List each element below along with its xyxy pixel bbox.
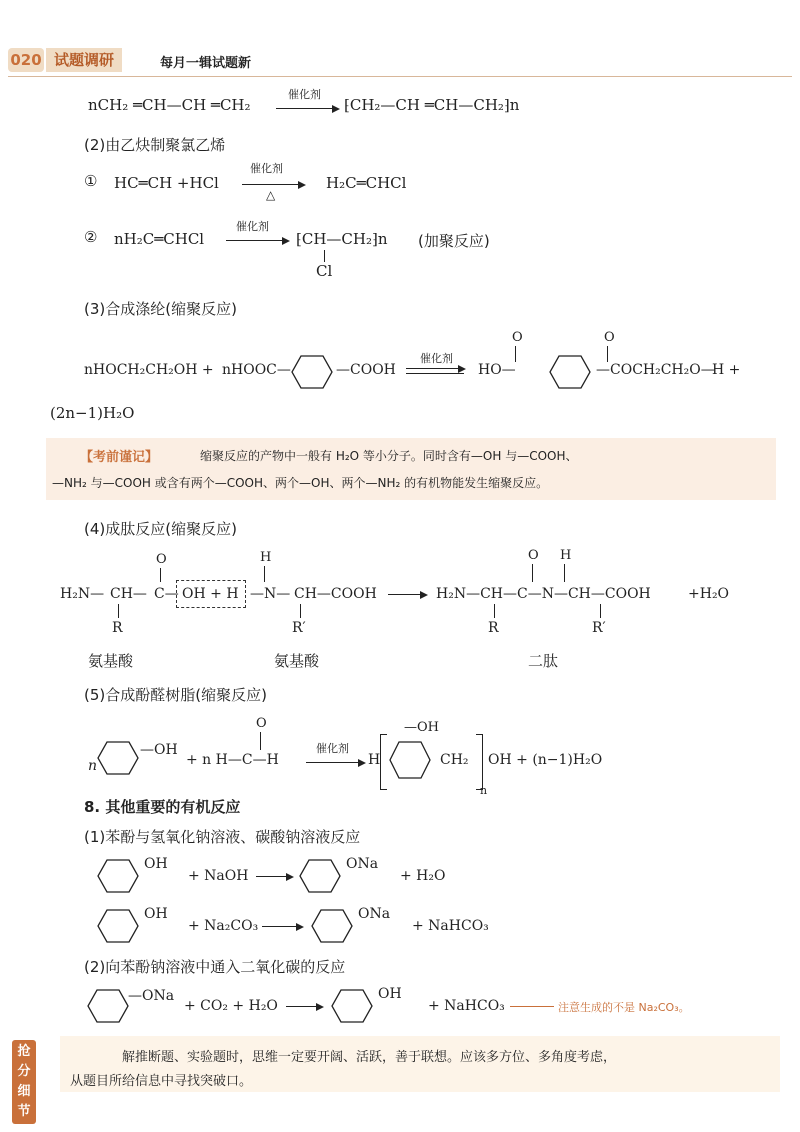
- r1-catalyst: 催化剂: [250, 162, 283, 175]
- r3-left1: nHOCH₂CH₂OH +: [84, 362, 214, 378]
- phenol-ring-r7: [96, 906, 140, 946]
- r8-oh: OH: [378, 986, 402, 1002]
- heading-8-2: (2)向苯酚钠溶液中通入二氧化碳的反应: [84, 958, 346, 976]
- r2-right: ⁅CH—CH₂⁆n: [296, 230, 388, 248]
- r4-rp-bond: [300, 604, 301, 618]
- heading-5: (5)合成酚醛树脂(缩聚反应): [84, 686, 267, 704]
- phenoxide-ring-r7: [310, 906, 354, 946]
- r4-r: R: [112, 620, 123, 636]
- benzene-ring-2: [548, 352, 592, 392]
- r6-ona: ONa: [346, 856, 379, 872]
- r7-ona: ONa: [358, 906, 391, 922]
- r8-note: 注意生成的不是 Na₂CO₃。: [558, 1001, 690, 1014]
- phenol-ring-r5: [96, 738, 140, 778]
- r6-arrow: [256, 876, 292, 877]
- r0-arrow: [276, 108, 338, 109]
- header-divider: [8, 76, 792, 77]
- note-label: 【考前谨记】: [80, 450, 159, 465]
- r8-note-pointer: [510, 1006, 554, 1007]
- r4-carbonyl-o: O: [156, 552, 167, 567]
- phenol-ring-resin: [388, 738, 432, 782]
- label-dipeptide: 二肽: [528, 652, 559, 670]
- r3-arrow-back: [406, 373, 464, 374]
- r2-note: (加聚反应): [418, 232, 490, 250]
- r8-ona: —ONa: [128, 988, 175, 1004]
- r7-tail: + NaHCO₃: [412, 918, 489, 934]
- r4-product: H₂N—CH—C—N—CH—COOH: [436, 586, 651, 602]
- page-number: 020: [8, 48, 44, 72]
- r2-catalyst: 催化剂: [236, 220, 269, 233]
- r0-catalyst: 催化剂: [288, 88, 321, 101]
- r4-n: —N—: [250, 586, 291, 602]
- r5-n: n: [88, 758, 98, 774]
- section-badge: 试题调研: [46, 48, 122, 72]
- r1-arrow: [242, 184, 304, 185]
- r3-left2: nHOOC—: [222, 362, 291, 378]
- r4-amine-bond: [264, 566, 265, 582]
- tip-text-1: 解推断题、实验题时，思维一定要开阔、活跃，善于联想。应该多方位、多角度考虑，: [122, 1050, 617, 1065]
- heading-8-1: (1)苯酚与氢氧化钠溶液、碳酸钠溶液反应: [84, 828, 361, 846]
- r3-arrow-forward: [406, 368, 464, 369]
- r2-left: nH₂C═CHCl: [114, 230, 205, 248]
- r5-aldehyde-bond: [260, 732, 261, 750]
- note-text-2: —NH₂ 与—COOH 或含有两个—COOH、两个—OH、两个—NH₂ 的有机物能发生缩聚反应。: [52, 476, 549, 490]
- r1-number: ①: [84, 172, 98, 190]
- r5-ch2: CH₂: [440, 752, 469, 768]
- r3-right2: —COCH₂CH₂O—: [596, 362, 715, 378]
- r4-carbonyl-bond: [160, 568, 161, 582]
- phenol-ring-r8: [330, 986, 374, 1026]
- r4-prod-h: H: [560, 548, 572, 563]
- r5-plus: + n H—C—H: [186, 752, 279, 768]
- r3-right1: HO—: [478, 362, 516, 378]
- r5-tail: OH + (n−1)H₂O: [488, 752, 603, 768]
- note-text-1: 缩聚反应的产物中一般有 H₂O 等小分子。同时含有—OH 与—COOH、: [200, 449, 578, 463]
- r6-oh: OH: [144, 856, 168, 872]
- r7-arrow: [262, 926, 302, 927]
- r3-carbonyl-bond1: [515, 346, 516, 362]
- r8-plus: + CO₂ + H₂O: [184, 998, 278, 1014]
- r3-right3: H +: [712, 362, 741, 378]
- r2-arrow: [226, 240, 288, 241]
- r4-prod-o-bond: [532, 564, 533, 582]
- r4-prod-r-bond: [494, 604, 495, 618]
- r5-ring-oh: —OH: [404, 720, 439, 735]
- r1-condition: △: [266, 188, 276, 202]
- heading-8: 8. 其他重要的有机反应: [84, 798, 241, 816]
- label-amino-acid-2: 氨基酸: [274, 652, 320, 670]
- r5-bracket-right: [476, 734, 483, 790]
- r7-oh: OH: [144, 906, 168, 922]
- phenoxide-ring-r8: [86, 986, 130, 1026]
- r3-tail: (2n−1)H₂O: [50, 404, 135, 422]
- r6-tail: + H₂O: [400, 868, 446, 884]
- header-subtitle: 每月一辑试题新: [160, 56, 252, 71]
- benzene-ring-1: [290, 352, 334, 392]
- r8-arrow: [286, 1006, 322, 1007]
- r5-subscript-n: n: [480, 784, 488, 797]
- r5-bracket-left: [380, 734, 387, 790]
- r4-prod-h-bond: [564, 564, 565, 582]
- r1-right: H₂C═CHCl: [326, 174, 407, 192]
- r1-left: HC═CH +HCl: [114, 174, 219, 192]
- r4-prod-rp: R′: [592, 620, 606, 636]
- r3-carbonyl-o2: O: [604, 330, 615, 345]
- r4-prod-o: O: [528, 548, 539, 563]
- r3-carbonyl-bond2: [607, 346, 608, 362]
- r3-carbonyl-o1: O: [512, 330, 523, 345]
- tip-text-2: 从题目所给信息中寻找突破口。: [70, 1074, 253, 1089]
- heading-3: (3)合成涤纶(缩聚反应): [84, 300, 237, 318]
- r4-c: C—: [154, 586, 179, 602]
- r4-oh-h: OH + H: [182, 586, 239, 602]
- r2-bond: [324, 250, 325, 262]
- r4-arrow: [388, 594, 426, 595]
- side-badge: 抢分细节: [12, 1040, 36, 1124]
- r5-catalyst: 催化剂: [316, 742, 349, 755]
- r4-rp: R′: [292, 620, 306, 636]
- r4-r-bond: [118, 604, 119, 618]
- r4-prod-rp-bond: [600, 604, 601, 618]
- r4-prod-r: R: [488, 620, 499, 636]
- phenoxide-ring-r6: [298, 856, 342, 896]
- r4-water: +H₂O: [688, 586, 730, 602]
- r5-arrow: [306, 762, 364, 763]
- r6-plus: + NaOH: [188, 868, 249, 884]
- phenol-ring-r6: [96, 856, 140, 896]
- r4-amine-h: H: [260, 550, 272, 565]
- r7-plus: + Na₂CO₃: [188, 918, 259, 934]
- r3-left3: —COOH: [336, 362, 396, 378]
- r0-left: nCH₂ ═CH—CH ═CH₂: [88, 96, 251, 114]
- r5-h: H: [368, 752, 381, 768]
- r4-h2n: H₂N—: [60, 586, 105, 602]
- r0-right: ⁅CH₂—CH ═CH—CH₂⁆n: [344, 96, 520, 114]
- r3-catalyst: 催化剂: [420, 352, 453, 365]
- r5-aldehyde-o: O: [256, 716, 267, 731]
- label-amino-acid-1: 氨基酸: [88, 652, 134, 670]
- r5-oh: —OH: [140, 742, 178, 758]
- r4-cooh: CH—COOH: [294, 586, 377, 602]
- heading-2: (2)由乙炔制聚氯乙烯: [84, 136, 226, 154]
- r4-ch: CH—: [110, 586, 147, 602]
- heading-4: (4)成肽反应(缩聚反应): [84, 520, 237, 538]
- r2-number: ②: [84, 228, 98, 246]
- r8-tail: + NaHCO₃: [428, 998, 505, 1014]
- r2-cl: Cl: [316, 262, 333, 280]
